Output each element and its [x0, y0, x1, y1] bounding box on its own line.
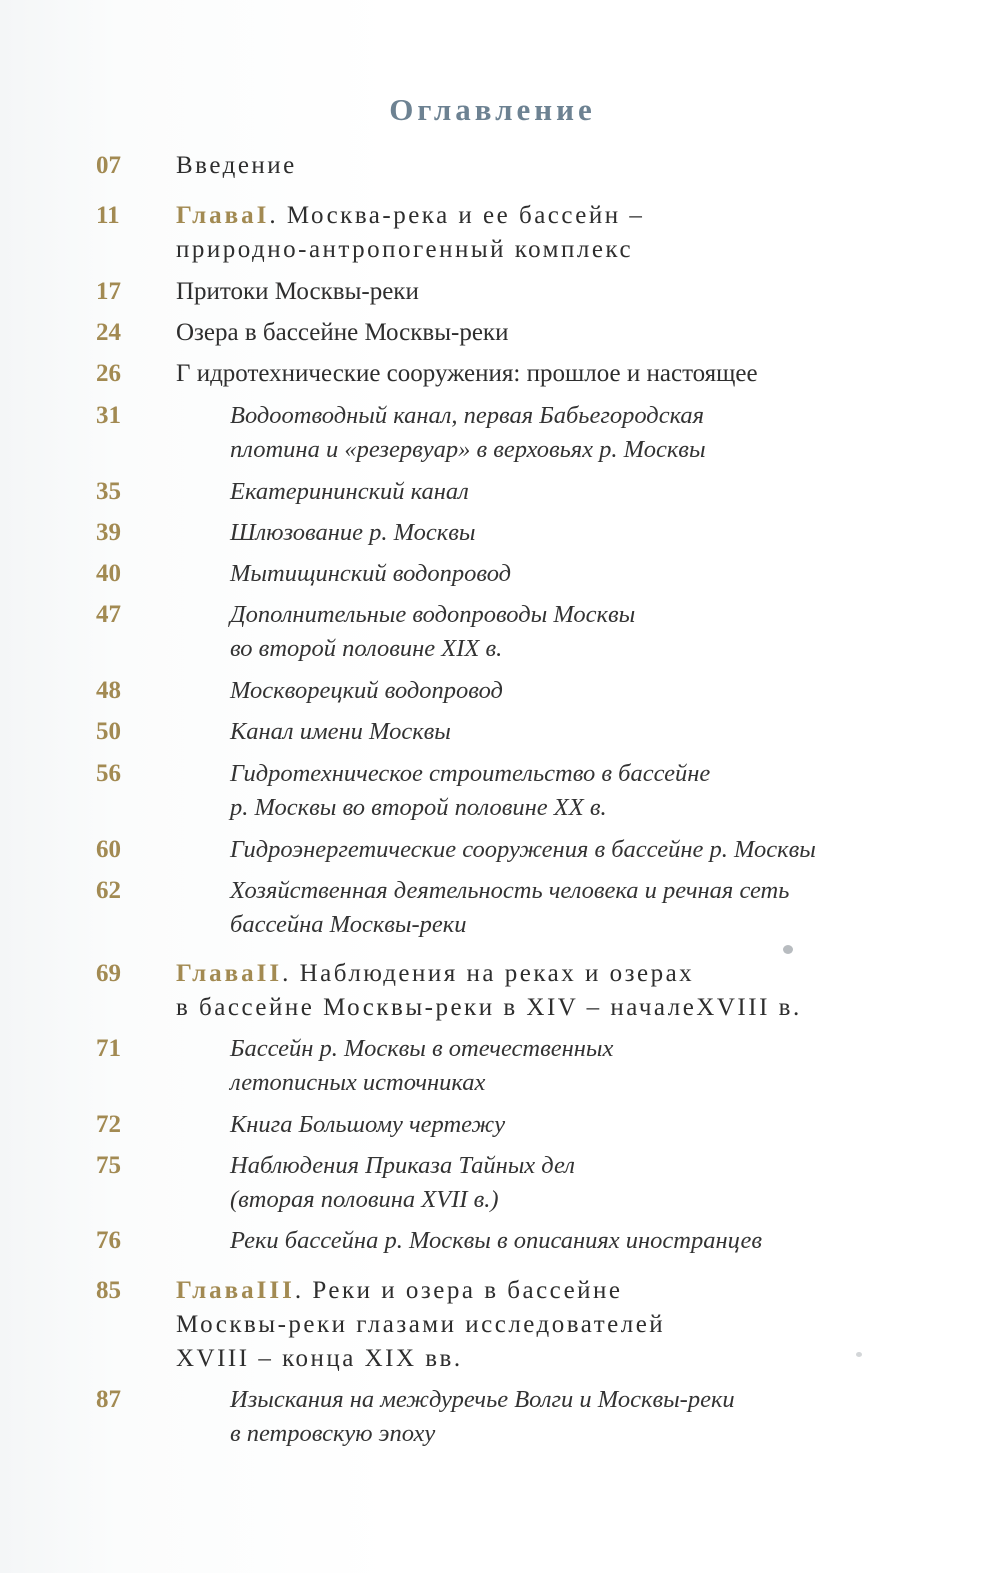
entry-title: Москворецкий водопровод [230, 677, 503, 704]
page-number: 39 [96, 519, 121, 546]
paper-speck [856, 1352, 862, 1357]
entry-title: Введение [176, 152, 297, 179]
entry-title: Притоки Москвы-реки [176, 278, 419, 305]
chapter-label: ГлаваIII [176, 1277, 295, 1304]
entry-title: Бассейн р. Москвы в отечественных летописных источниках [230, 1035, 614, 1096]
page-number: 56 [96, 760, 121, 787]
chapter-label: ГлаваI [176, 202, 270, 229]
page-title: Оглавление [389, 92, 596, 127]
page-number: 71 [96, 1035, 121, 1062]
page-number: 26 [96, 360, 121, 387]
entry-title: Хозяйственная деятельность человека и речная сеть бассейна Москвы-реки [230, 877, 790, 938]
entry-title: Гидротехническое строительство в бассейне р. Москвы во второй половине XX в. [230, 760, 711, 821]
page-number: 69 [96, 960, 121, 987]
page-number: 87 [96, 1386, 121, 1413]
entry-title: Мытищинский водопровод [230, 560, 512, 587]
entry-title: Шлюзование р. Москвы [230, 519, 476, 546]
entry-title: Дополнительные водопроводы Москвы во второй половине XIX в. [230, 601, 636, 662]
chapter-label: ГлаваII [176, 960, 283, 987]
page-number: 31 [96, 402, 121, 429]
page-number: 24 [96, 319, 121, 346]
page-number: 17 [96, 278, 121, 305]
entry-title: Реки бассейна р. Москвы в описаниях иностранцев [230, 1227, 762, 1254]
page-number: 75 [96, 1152, 121, 1179]
page-number: 85 [96, 1277, 121, 1304]
entry-title: Озера в бассейне Москвы-реки [176, 319, 509, 346]
page-number: 47 [96, 601, 121, 628]
page-number: 11 [96, 202, 120, 229]
page-number: 35 [96, 478, 121, 505]
entry-title: Изыскания на междуречье Волги и Москвы-реки в петровскую эпоху [230, 1386, 735, 1447]
entry-title: Наблюдения Приказа Тайных дел (вторая половина XVII в.) [230, 1152, 575, 1213]
entry-title: ГлаваII. Наблюдения на реках и озерах в бассейне Москвы-реки в XIV – началеXVIII в. [176, 960, 802, 1021]
page-number: 50 [96, 718, 121, 745]
entry-title: Книга Большому чертежу [230, 1111, 506, 1138]
paper-blemish [783, 945, 793, 954]
entry-title: ГлаваIII. Реки и озера в бассейне Москвы-реки глазами исследователей XVIII – конца XIX вв. [176, 1277, 666, 1372]
entry-title: Канал имени Москвы [230, 718, 451, 745]
entry-title: Екатерининский канал [230, 478, 469, 505]
page-number: 40 [96, 560, 121, 587]
entry-title: ГлаваI. Москва-река и ее бассейн – природно-антропогенный комплекс [176, 202, 645, 263]
entry-title: Гидроэнергетические сооружения в бассейне р. Москвы [230, 836, 816, 863]
page-number: 62 [96, 877, 121, 904]
entry-title: Водоотводный канал, первая Бабьегородская плотина и «резервуар» в верховьях р. Москвы [230, 402, 706, 463]
page-number: 76 [96, 1227, 121, 1254]
entry-title: Г идротехнические сооружения: прошлое и настоящее [176, 360, 758, 387]
page-number: 60 [96, 836, 121, 863]
page-number: 48 [96, 677, 121, 704]
page-number: 72 [96, 1111, 121, 1138]
page-number: 07 [96, 152, 121, 179]
